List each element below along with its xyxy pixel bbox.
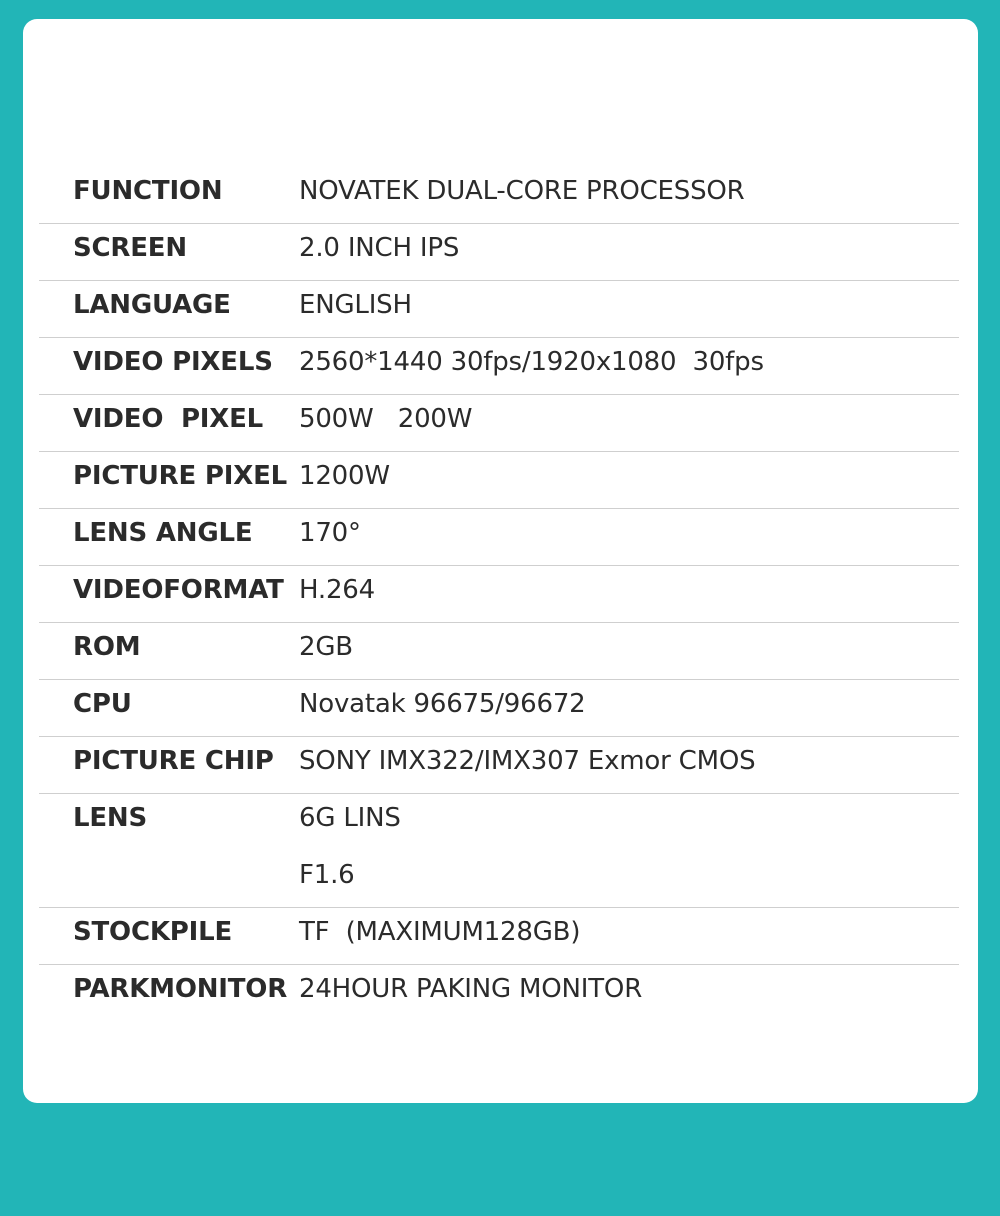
- spec-row-screen: [39, 224, 959, 281]
- spec-value: SONY IMX322/IMX307 Exmor CMOS: [299, 746, 756, 776]
- spec-label: LANGUAGE: [73, 290, 231, 320]
- spec-label: PARKMONITOR: [73, 974, 288, 1004]
- spec-row-cpu: [39, 680, 959, 737]
- spec-row-videoformat: [39, 566, 959, 623]
- spec-label: VIDEO PIXEL: [73, 404, 264, 434]
- spec-value: 2GB: [299, 632, 353, 662]
- spec-label: CPU: [73, 689, 132, 719]
- spec-value: 170°: [299, 518, 361, 548]
- spec-row-function: [39, 167, 959, 224]
- spec-value: 2.0 INCH IPS: [299, 233, 460, 263]
- spec-value: 6G LINS: [299, 803, 401, 833]
- spec-table: [39, 167, 959, 1022]
- spec-label: PICTURE CHIP: [73, 746, 274, 776]
- spec-row-video-pixel: [39, 395, 959, 452]
- spec-label: VIDEO PIXELS: [73, 347, 273, 377]
- spec-label: LENS ANGLE: [73, 518, 253, 548]
- spec-value: 2560*1440 30fps/1920x1080 30fps: [299, 347, 764, 377]
- spec-row-language: [39, 281, 959, 338]
- spec-value: H.264: [299, 575, 375, 605]
- spec-row-picture-pixel: [39, 452, 959, 509]
- spec-value: 24HOUR PAKING MONITOR: [299, 974, 643, 1004]
- spec-row-lens-aperture: [39, 851, 959, 908]
- spec-value: 500W 200W: [299, 404, 473, 434]
- spec-value: TF (MAXIMUM128GB): [299, 917, 581, 947]
- spec-value: ENGLISH: [299, 290, 412, 320]
- spec-value: 1200W: [299, 461, 390, 491]
- spec-row-stockpile: [39, 908, 959, 965]
- spec-label: ROM: [73, 632, 141, 662]
- spec-label: VIDEOFORMAT: [73, 575, 284, 605]
- spec-label: FUNCTION: [73, 176, 223, 206]
- spec-label: SCREEN: [73, 233, 187, 263]
- spec-row-parkmonitor: [39, 965, 959, 1022]
- spec-label: LENS: [73, 803, 148, 833]
- spec-row-lens: [39, 794, 959, 851]
- spec-value: NOVATEK DUAL-CORE PROCESSOR: [299, 176, 745, 206]
- spec-row-lens-angle: [39, 509, 959, 566]
- spec-label: STOCKPILE: [73, 917, 233, 947]
- spec-card: [23, 19, 978, 1103]
- spec-value: F1.6: [299, 860, 355, 890]
- spec-value: Novatak 96675/96672: [299, 689, 586, 719]
- spec-row-picture-chip: [39, 737, 959, 794]
- spec-row-video-pixels: [39, 338, 959, 395]
- spec-label: PICTURE PIXEL: [73, 461, 287, 491]
- spec-row-rom: [39, 623, 959, 680]
